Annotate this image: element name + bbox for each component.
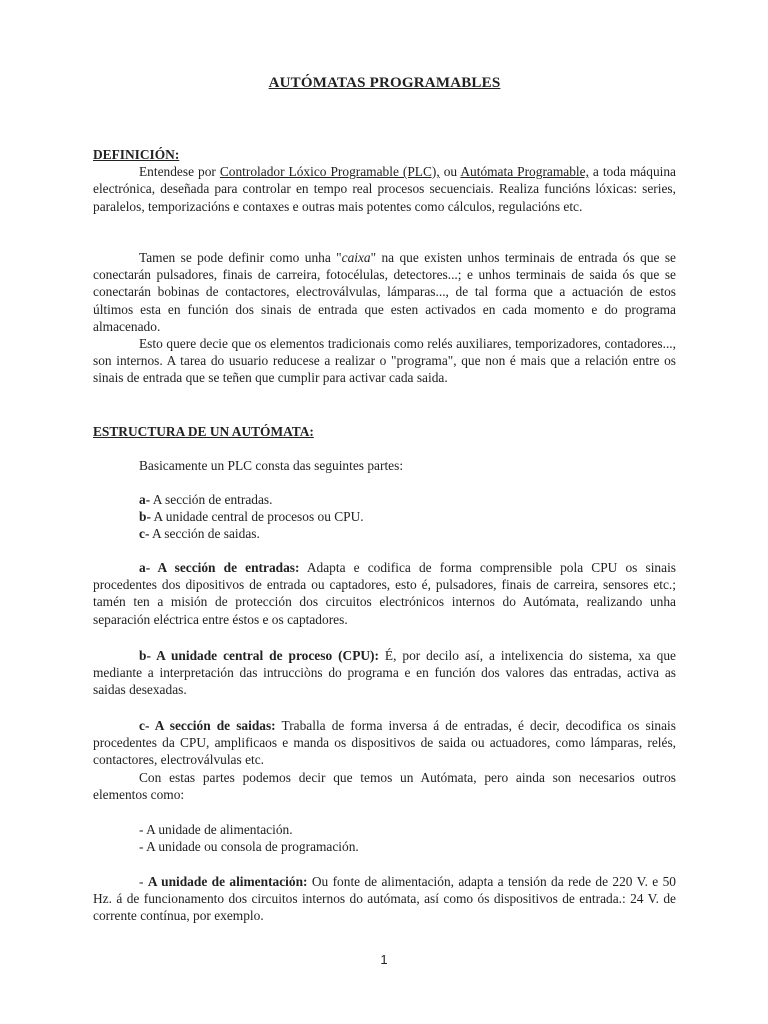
estructura-heading: ESTRUCTURA DE UN AUTÓMATA: <box>93 424 314 439</box>
estructura-intro: Basicamente un PLC consta das seguintes partes: <box>139 458 404 473</box>
plc-term: Controlador Lóxico Programable (PLC), <box>219 164 440 180</box>
list-item: b- A unidade central de procesos ou CPU. <box>139 509 364 524</box>
list-item: a- A sección de entradas. <box>139 492 273 507</box>
cpu-paragraph: b- A unidade central de proceso (CPU): É, por decilo así, a intelixencia do sistema, xa que mediante a interpretación das intrucciòns do programa e en función dos valores das entradas, activa as saidas desexadas. <box>93 648 676 698</box>
seccion-entradas-paragraph: a- A sección de entradas: Adapta e codifica de forma comprensible pola CPU os sinais procedentes dos dipositivos de entrada ou captadores, esto é, pulsadores, finais de carreira, sensores etc.; tamén ten a misión de protección dos circuitos electrónicos internos do Autómata, realizando unha separación eléctrica entre éstos e os captadores. <box>93 560 677 627</box>
automata-term: Autómata Programable, <box>460 164 589 180</box>
definicion-paragraph-1: Entendese por Controlador Lóxico Programable (PLC), ou Autómata Programable, a toda máquina electrónica, deseñada para controlar en tempo real procesos secuenciais. Realiza funcións lóxicas: series, paralelos, temporizacións e contaxes e outras mais potentes como cálculos, regulacións etc. <box>93 164 676 214</box>
definicion-heading: DEFINICIÓN: <box>93 147 180 162</box>
list-item: - A unidade de alimentación. <box>139 822 293 837</box>
list-item: c- A sección de saidas. <box>139 526 260 541</box>
seccion-saidas-paragraph: c- A sección de saidas: Traballa de forma inversa á de entradas, é decir, decodifica os sinais procedentes da CPU, amplificaos e manda os dispositivos de saida ou actuadores, como lámparas, relés, contactores, electroválvulas etc. Con estas partes podemos decir que temos un Autómata, pero ainda son necesarios outros elementos como: <box>93 718 676 802</box>
definicion-paragraph-2: Tamen se pode definir como unha "caixa" na que existen unhos terminais de entrada ós que se conectarán pulsadores, finais de carreira, fotocélulas, detectores...; e unhos terminais de saida ós que se conectarán bobinas de contactores, electroválvulas, lámparas..., de tal forma que a actuación de estos últimos esta en función dos sinais de entrada que esten activados en cada momento e do programa almacenado. <box>93 250 676 334</box>
definicion-paragraph-3: Esto quere decie que os elementos tradicionais como relés auxiliares, temporizadores, contadores..., son internos. A tarea do usuario reducese a realizar o "programa", que non é mais que a relación entre os sinais de entrada que se teñen que cumplir para activar cada saida. <box>93 336 676 386</box>
page-number: 1 <box>380 952 388 967</box>
page-title: AUTÓMATAS PROGRAMABLES <box>268 75 501 91</box>
list-item: - A unidade ou consola de programación. <box>139 839 359 854</box>
definicion-section <box>93 146 676 215</box>
alimentacion-paragraph: - A unidade de alimentación: Ou fonte de alimentación, adapta a tensión da rede de 220 V. e 50 Hz. á de funcionamento dos circuitos internos do autómata, así como ós dispositivos de entrada.: 24 V. de corrente contínua, por exemplo. <box>93 874 676 924</box>
definicion-paragraphs <box>93 249 676 387</box>
